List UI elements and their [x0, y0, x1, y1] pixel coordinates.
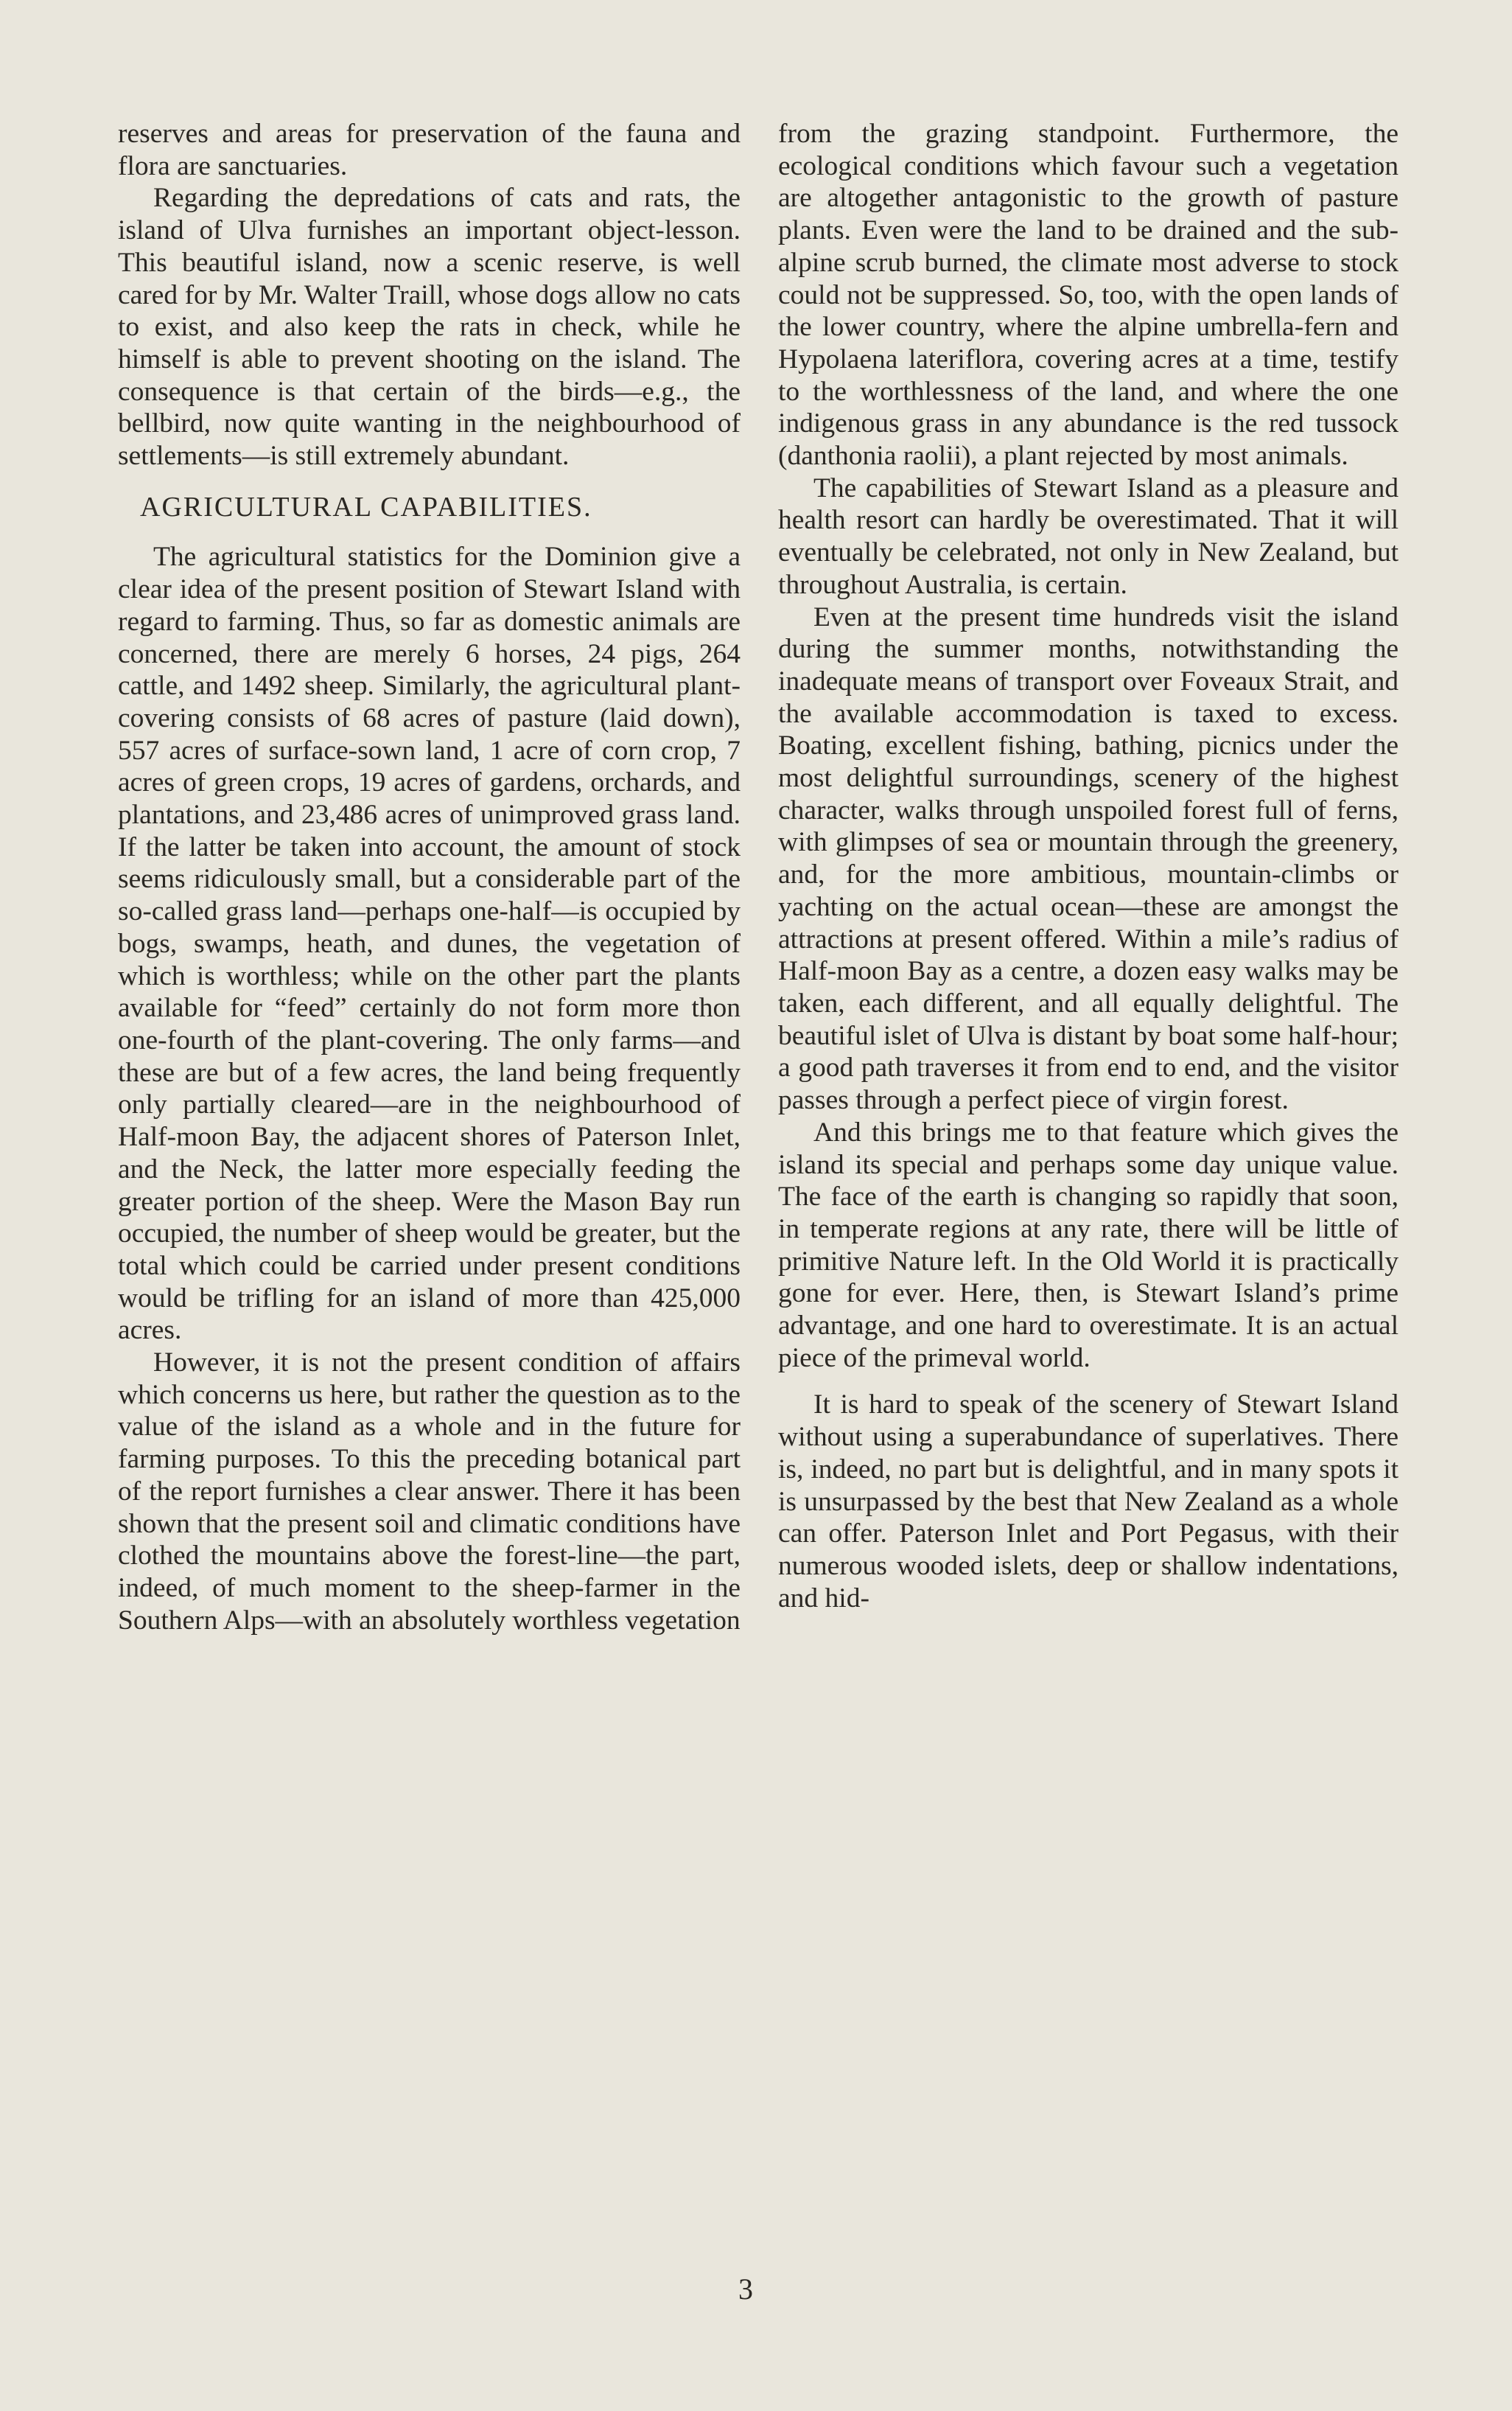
paragraph-pleasure-resort: The capabilities of Stewart Island as a pleasure and health resort can hardly be overestimated. That it will eventually be celebrated, not only in New Zealand, but throughout Australia, is certain. [778, 472, 1399, 600]
paragraph-grazing-standpoint: from the grazing standpoint. Furthermore, the ecological conditions which favour such a vegetation are altogether antagonistic to the growth of pasture plants. Even were the land to be drained and the sub-alpine scrub burned, the climate most adverse to stock could not be suppressed. So, too, with the open lands of the lower country, where the alpine umbrella-fern and Hypolaena lateriflora, covering acres at a time, testify to the worthlessness of the land, and where the one indigenous grass in any abundance is the red tussock (danthonia raolii), a plant rejected by most animals. [778, 119, 1399, 472]
page-number: 3 [738, 2272, 753, 2306]
right-column [778, 118, 1399, 1614]
paragraph-primeval-world: And this brings me to that feature which gives the island its special and perhaps some day unique value. The face of the earth is changing so rapidly that soon, in temperate regions at any rate, there will be little of primitive Nature left. In the Old World it is practically gone for ever. Here, then, is Stewart Island’s prime advantage, and one hard to overestimate. It is an actual piece of the primeval world. [778, 1117, 1399, 1373]
paragraph-agricultural-statistics: The agricultural statistics for the Dominion give a clear idea of the present position of Stewart Island with regard to farming. Thus, so far as domestic animals are concerned, there are merely 6 horses, 24 pigs, 264 cattle, and 1492 sheep. Similarly, the agricultural plant-covering consists of 68 acres of pasture (laid down), 557 acres of surface-sown land, 1 acre of corn crop, 7 acres of green crops, 19 acres of gardens, orchards, and plantations, and 23,486 acres of unimproved grass land. If the latter be taken into account, the amount of stock seems ridiculously small, but a considerable part of the so-called grass land—perhaps one-half—is occupied by bogs, swamps, heath, and dunes, the vegetation of which is worthless; while on the other part the plants available for “feed” certainly do not form more thon one-fourth of the plant-covering. The only farms—and these are but of a few acres, the land being frequently only partially cleared—are in the neighbourhood of Half-moon Bay, the adjacent shores of Paterson Inlet, and the Neck, the latter more especially feeding the greater portion of the sheep. Were the Mason Bay run occupied, the number of sheep would be greater, but the total which could be carried under present conditions would be trifling for an island of more than 425,000 acres. [118, 542, 741, 1346]
left-column [118, 118, 741, 1636]
paragraph-reserves: reserves and areas for preservation of the fauna and flora are sanctuaries. [118, 119, 741, 181]
paragraph-farming-purposes: However, it is not the present condition of affairs which concerns us here, but rather the question as to the value of the island as a whole and in the future for farming purposes. To this the preceding botanical part of the report furnishes a clear answer. There it has been shown that the present soil and climatic conditions have clothed the mountains above the forest-line—the part, indeed, of much moment to the sheep-farmer in the Southern Alps—with an absolutely worthless vegetation [118, 1347, 741, 1636]
paragraph-visitors: Even at the present time hundreds visit the island during the summer months, notwithstanding the inadequate means of transport over Foveaux Strait, and the available accommodation is taxed to excess. Boating, excellent fishing, bathing, picnics under the most delightful surroundings, scenery of the highest character, walks through unspoiled forest full of ferns, with glimpses of sea or mountain through the greenery, and, for the more ambitious, mountain-climbs or yachting on the actual ocean—these are amongst the attractions at present offered. Within a mile’s radius of Half-moon Bay as a centre, a dozen easy walks may be taken, each different, and all equally delightful. The beautiful islet of Ulva is distant by boat some half-hour; a good path traverses it from end to end, and the visitor passes through a perfect piece of virgin forest. [778, 601, 1399, 1116]
section-heading: AGRICULTURAL CAPABILITIES. [140, 491, 592, 523]
paragraph-scenery: It is hard to speak of the scenery of Stewart Island without using a superabundance of superlatives. There is, indeed, no part but is delightful, and in many spots it is unsurpassed by the best that New Zealand as a whole can offer. Paterson Inlet and Port Pegasus, with their numerous wooded islets, deep or shallow indentations, and hid- [778, 1389, 1399, 1613]
paragraph-ulva-cats-rats: Regarding the depredations of cats and rats, the island of Ulva furnishes an important object-lesson. This beautiful island, now a scenic reserve, is well cared for by Mr. Walter Traill, whose dogs allow no cats to exist, and also keep the rats in check, while he himself is able to prevent shooting on the island. The consequence is that certain of the birds—e.g., the bellbird, now quite wanting in the neighbourhood of settlements—is still extremely abundant. [118, 183, 741, 472]
